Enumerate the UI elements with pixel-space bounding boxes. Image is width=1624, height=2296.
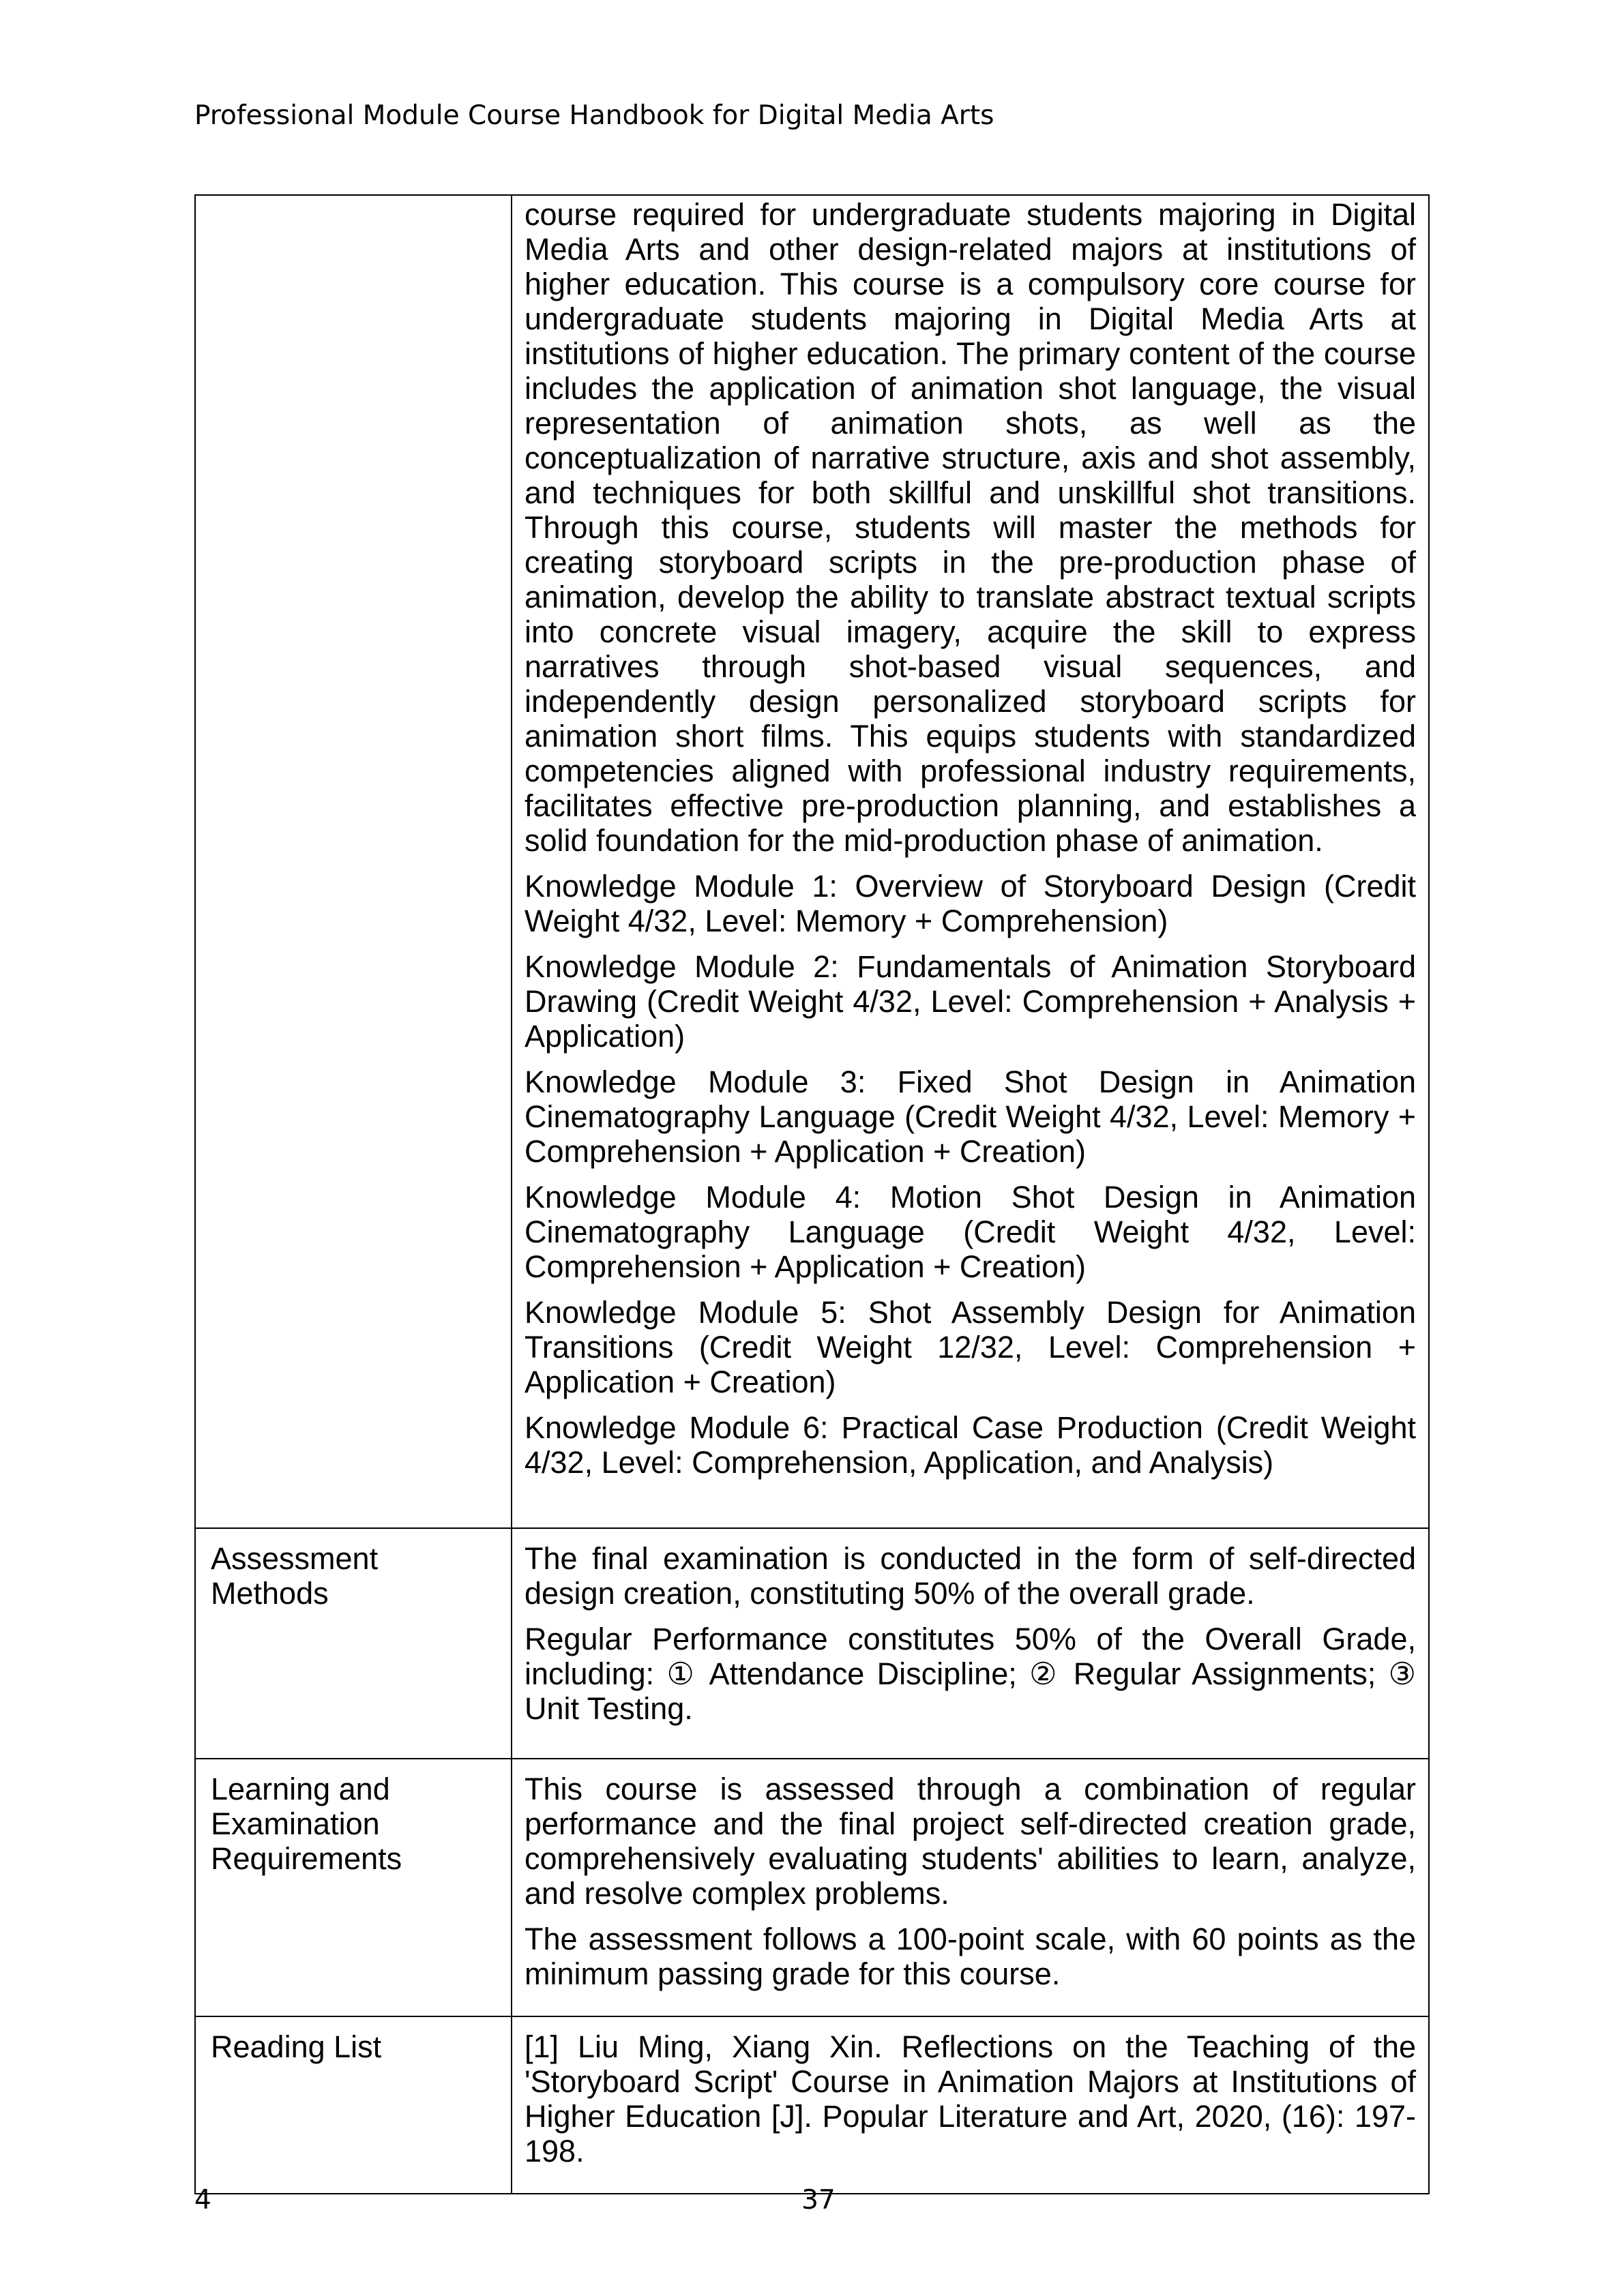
reading-list-label: Reading List	[195, 2016, 512, 2194]
learning-label-line-3: Requirements	[211, 1841, 402, 1876]
reading-list-cell	[512, 2016, 1429, 2194]
learning-requirements-label	[195, 1759, 512, 2016]
assessment-label-line-1: Assessment	[211, 1541, 379, 1576]
final-exam-paragraph: The final examination is conducted in the form of self-directed design creation, constituting 50% of the overall grade.	[525, 1541, 1416, 1611]
course-summary-paragraph: course required for undergraduate students majoring in Digital Media Arts and other design-related majors at institutions of higher education. This course is a compulsory core course for undergraduate students majoring in Digital Media Arts at institutions of higher education. The primary content of the course includes the application of animation shot language, the visual representation of animation shots, as well as the conceptualization of narrative structure, axis and shot assembly, and techniques for both skillful and unskillful shot transitions. Through this course, students will master the methods for creating storyboard scripts in the pre-production phase of animation, develop the ability to translate abstract textual scripts into concrete visual imagery, acquire the skill to express narratives through shot-based visual sequences, and independently design personalized storyboard scripts for animation short films. This equips students with standardized competencies aligned with professional industry requirements, facilitates effective pre-production planning, and establishes a solid foundation for the mid-production phase of animation.	[525, 197, 1416, 858]
knowledge-module-3: Knowledge Module 3: Fixed Shot Design in Animation Cinematography Language (Credit Weight 4/32, Level: Memory + Comprehension + Application + Creation)	[525, 1064, 1416, 1169]
knowledge-module-4: Knowledge Module 4: Motion Shot Design in Animation Cinematography Language (Credit Weight 4/32, Level: Comprehension + Application + Creation)	[525, 1180, 1416, 1284]
knowledge-module-2: Knowledge Module 2: Fundamentals of Animation Storyboard Drawing (Credit Weight 4/32, Level: Comprehension + Analysis + Application)	[525, 949, 1416, 1054]
learning-label-line-1: Learning and	[211, 1772, 390, 1806]
course-description-cell	[512, 195, 1429, 1528]
assessment-combination-paragraph: This course is assessed through a combination of regular performance and the final project self-directed creation grade, comprehensively evaluating students' abilities to learn, analyze, and resolve complex problems.	[525, 1772, 1416, 1911]
assessment-label-line-2: Methods	[211, 1576, 329, 1611]
knowledge-module-6: Knowledge Module 6: Practical Case Production (Credit Weight 4/32, Level: Comprehension, Application, and Analysis)	[525, 1410, 1416, 1480]
empty-label-cell	[195, 195, 512, 1528]
reading-list-row	[195, 2016, 1429, 2194]
page-number: 37	[801, 2185, 836, 2216]
running-header: Professional Module Course Handbook for Digital Media Arts	[194, 100, 994, 131]
learning-label-line-2: Examination	[211, 1806, 380, 1841]
course-description-row	[195, 195, 1429, 1528]
knowledge-module-5: Knowledge Module 5: Shot Assembly Design for Animation Transitions (Credit Weight 12/32, Level: Comprehension + Application + Creation)	[525, 1295, 1416, 1399]
regular-performance-paragraph: Regular Performance constitutes 50% of the Overall Grade, including: ① Attendance Discipline; ② Regular Assignments; ③ Unit Testing.	[525, 1622, 1416, 1726]
course-module-table	[194, 194, 1430, 2194]
learning-requirements-cell	[512, 1759, 1429, 2016]
learning-requirements-row	[195, 1759, 1429, 2016]
assessment-methods-cell	[512, 1528, 1429, 1759]
passing-grade-paragraph: The assessment follows a 100-point scale, with 60 points as the minimum passing grade for this course.	[525, 1922, 1416, 1991]
footer-left-number: 4	[194, 2185, 211, 2216]
assessment-methods-label	[195, 1528, 512, 1759]
knowledge-module-1: Knowledge Module 1: Overview of Storyboard Design (Credit Weight 4/32, Level: Memory + Comprehension)	[525, 869, 1416, 938]
assessment-methods-row	[195, 1528, 1429, 1759]
reading-list-item: [1] Liu Ming, Xiang Xin. Reflections on the Teaching of the 'Storyboard Script' Course in Animation Majors at Institutions of Higher Education [J]. Popular Literature and Art, 2020, (16): 197-198.	[525, 2029, 1416, 2168]
